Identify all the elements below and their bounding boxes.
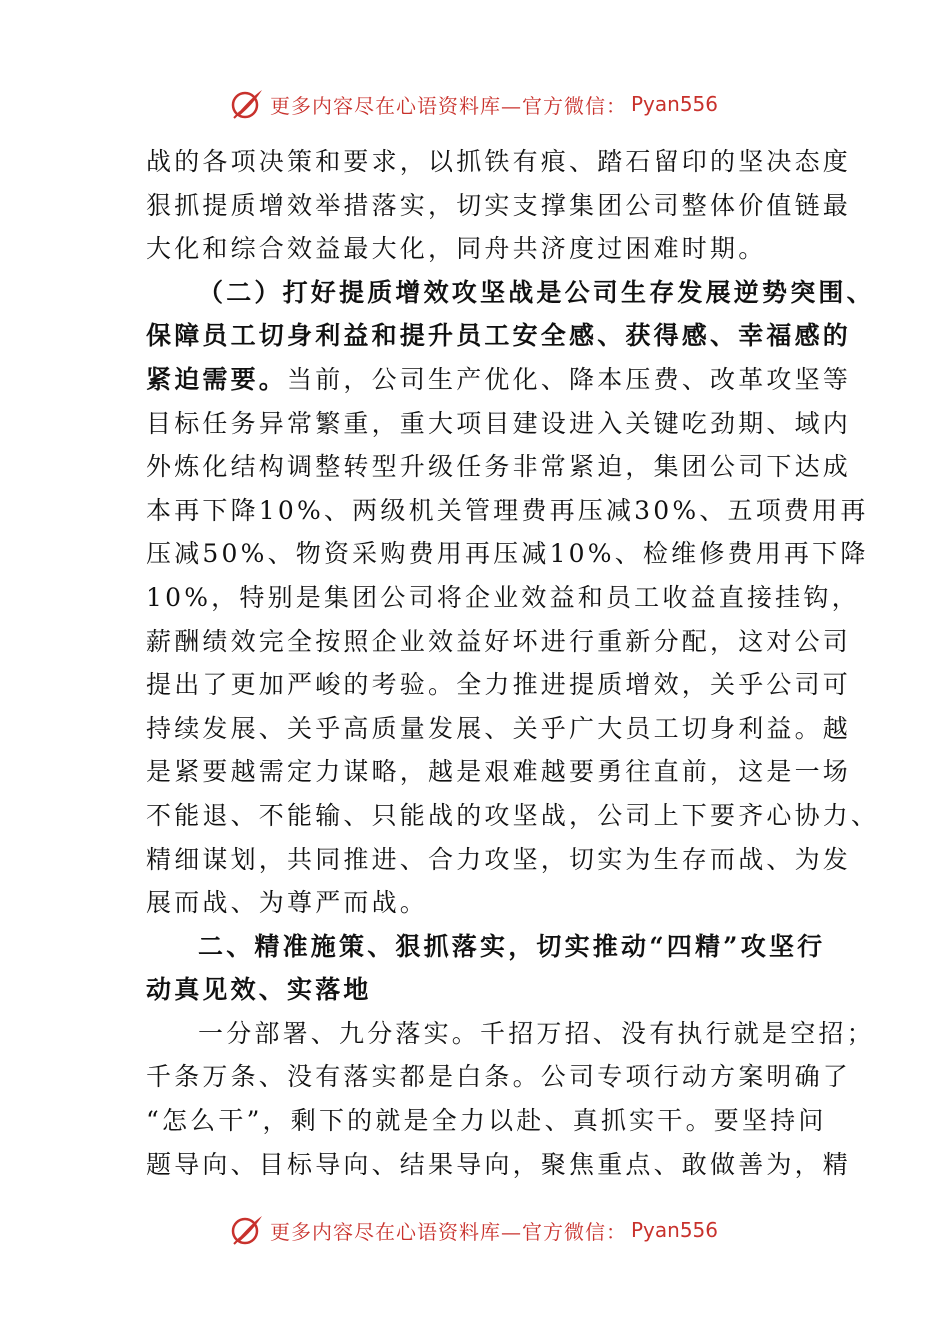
- body-line: “怎么干”，剩下的就是全力以赴、真抓实干。要坚持问: [146, 1106, 827, 1136]
- subheading-line: （二）打好提质增效攻坚战是公司生存发展逆势突围、: [198, 277, 875, 307]
- body-line: [146, 358, 852, 402]
- body-text: 当前，公司生产优化、降本压费、改革攻坚等: [287, 364, 852, 394]
- body-line: 不能退、不能输、只能战的攻坚战，公司上下要齐心协力、: [146, 800, 880, 830]
- document-body: [146, 140, 880, 1186]
- body-line: 狠抓提质增效举措落实，切实支撑集团公司整体价值链最: [146, 190, 852, 220]
- banner-wechat-id: Pyan556: [631, 1218, 719, 1242]
- body-line: 本再下降10%、两级机关管理费再压减30%、五项费用再: [146, 495, 869, 525]
- body-line: 10%，特别是集团公司将企业效益和员工收益直接挂钩，: [146, 582, 860, 612]
- subheading-end: 紧迫需要。: [146, 364, 288, 394]
- body-line: 一分部署、九分落实。千招万招、没有执行就是空招；: [198, 1018, 875, 1048]
- body-line: 持续发展、关乎高质量发展、关乎广大员工切身利益。越: [146, 713, 852, 743]
- banner-wechat-id: Pyan556: [631, 92, 719, 116]
- body-line: 精细谋划，共同推进、合力攻坚，切实为生存而战、为发: [146, 844, 852, 874]
- subheading-line: 保障员工切身利益和提升员工安全感、获得感、幸福感的: [146, 321, 852, 351]
- body-line: 千条万条、没有落实都是白条。公司专项行动方案明确了: [146, 1062, 852, 1092]
- body-line: 外炼化结构调整转型升级任务非常紧迫，集团公司下达成: [146, 452, 852, 482]
- body-line: 大化和综合效益最大化，同舟共济度过困难时期。: [146, 234, 767, 264]
- body-line: 是紧要越需定力谋略，越是艰难越要勇往直前，这是一场: [146, 757, 852, 787]
- quill-logo-icon: [230, 87, 264, 121]
- body-line: 目标任务异常繁重，重大项目建设进入关键吃劲期、域内: [146, 408, 852, 438]
- body-line: 提出了更加严峻的考验。全力推进提质增效，关乎公司可: [146, 670, 852, 700]
- body-line: 展而战、为尊严而战。: [146, 888, 429, 918]
- section-heading-line: 动真见效、实落地: [146, 975, 372, 1005]
- body-line: 压减50%、物资采购费用再压减10%、检维修费用再下降: [146, 539, 869, 569]
- section-heading-line: 二、精准施策、狠抓落实，切实推动“四精”攻坚行: [198, 931, 826, 961]
- body-line: 薪酬绩效完全按照企业效益好坏进行重新分配，这对公司: [146, 626, 852, 656]
- banner-text: 更多内容尽在心语资料库—官方微信：: [270, 93, 627, 118]
- body-line: 题导向、目标导向、结果导向，聚焦重点、敢做善为，精: [146, 1149, 852, 1179]
- header-watermark-banner: [230, 84, 718, 124]
- banner-text: 更多内容尽在心语资料库—官方微信：: [270, 1219, 627, 1244]
- footer-watermark-banner: [230, 1210, 718, 1250]
- body-line: 战的各项决策和要求，以抓铁有痕、踏石留印的坚决态度: [146, 147, 852, 176]
- quill-logo-icon: [230, 1213, 264, 1247]
